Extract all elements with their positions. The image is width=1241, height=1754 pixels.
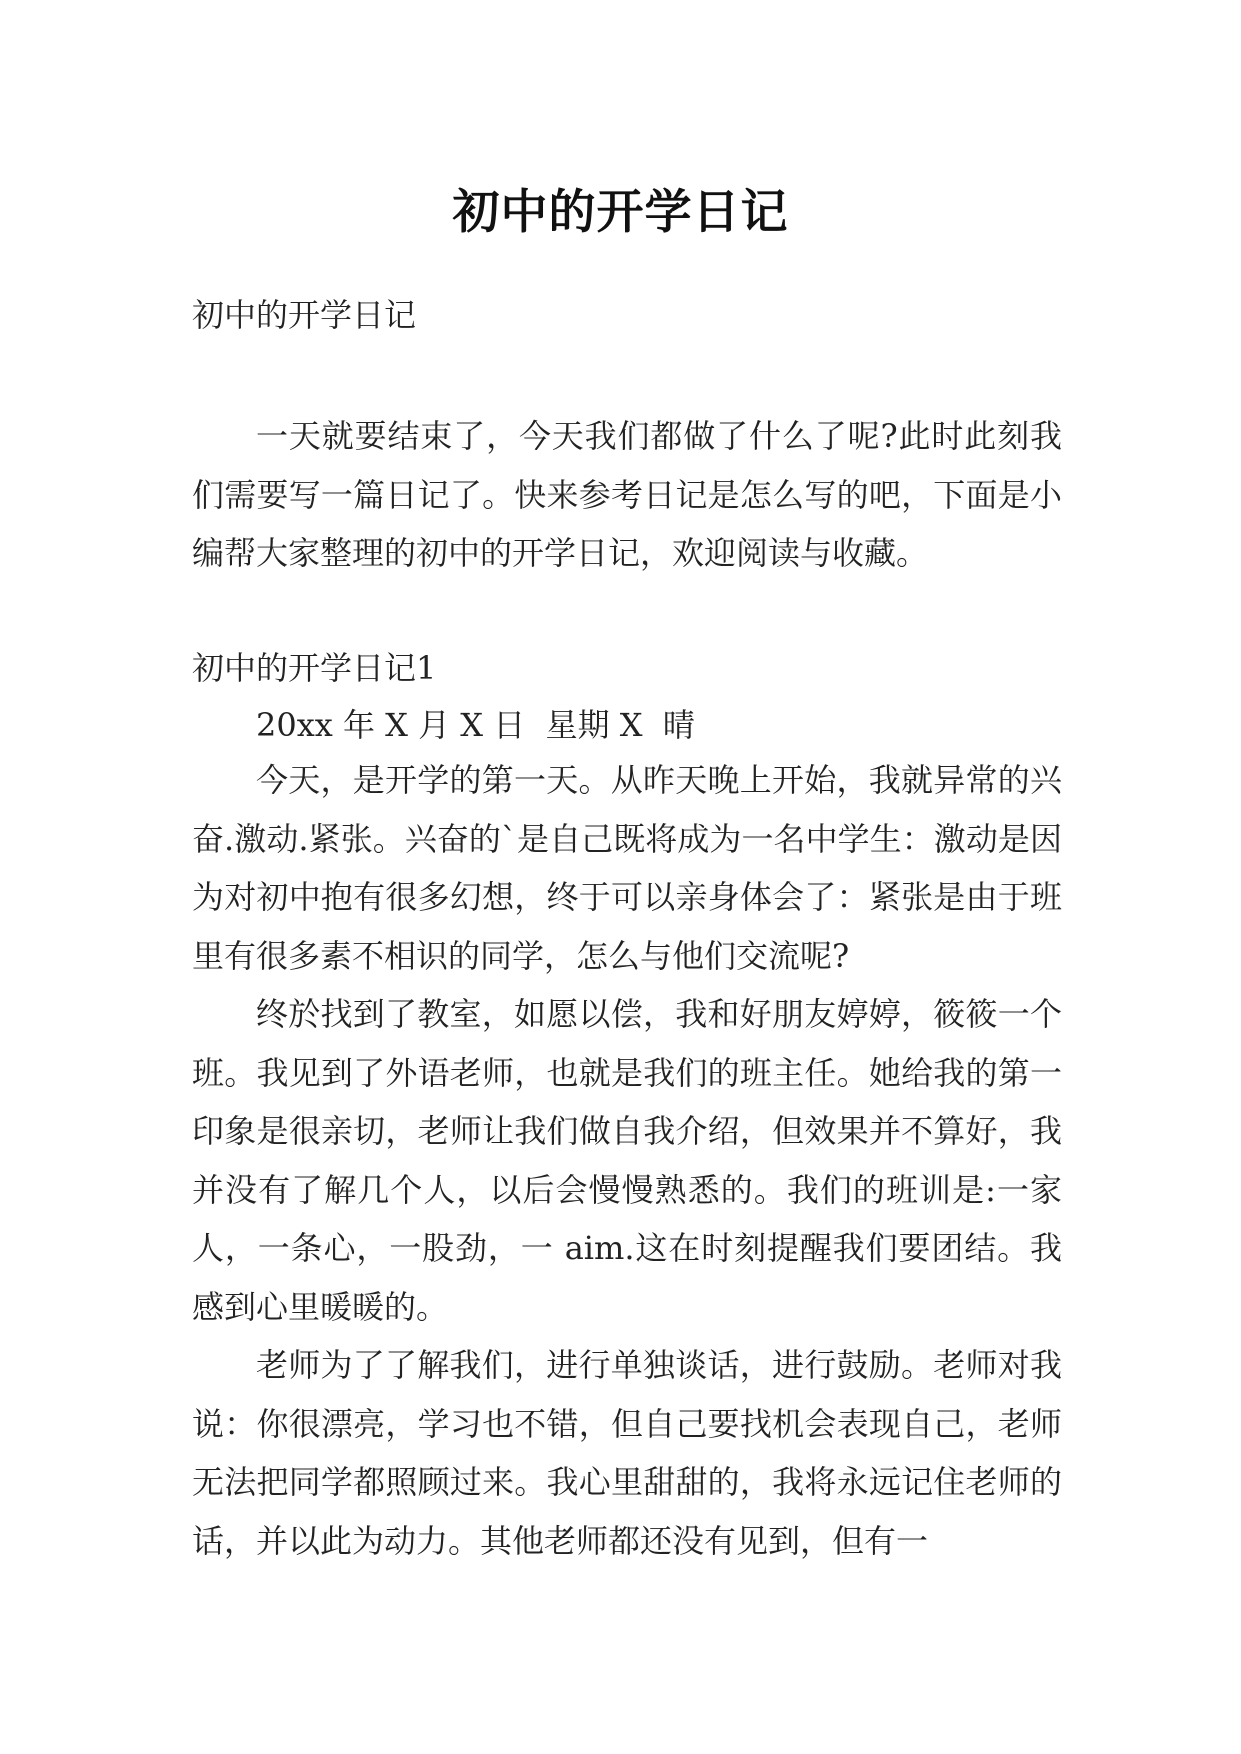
entry-heading: 初中的开学日记1 <box>192 649 437 687</box>
body-paragraph: 终於找到了教室，如愿以偿，我和好朋友婷婷，筱筱一个班。我见到了外语老师，也就是我们的班主任。她给我的第一印象是很亲切，老师让我们做自我介绍，但效果并不算好，我并没有了解几个人，以后会慢慢熟悉的。我们的班训是:一家人，一条心，一股劲，一 aim.这在时刻提醒我们要团结。我感到心里暖暖的。 <box>192 995 1062 1326</box>
intro-paragraph: 一天就要结束了，今天我们都做了什么了呢?此时此刻我们需要写一篇日记了。快来参考日记是怎么写的吧，下面是小编帮大家整理的初中的开学日记，欢迎阅读与收藏。 <box>192 417 1062 572</box>
body-paragraph: 老师为了了解我们，进行单独谈话，进行鼓励。老师对我说：你很漂亮，学习也不错，但自己要找机会表现自己，老师无法把同学都照顾过来。我心里甜甜的，我将永远记住老师的话，并以此为动力。其他老师都还没有见到，但有一 <box>192 1346 1062 1560</box>
document-title: 初中的开学日记 <box>452 185 789 241</box>
document-subtitle: 初中的开学日记 <box>192 296 417 334</box>
body-paragraph: 今天，是开学的第一天。从昨天晚上开始，我就异常的兴奋.激动.紧张。兴奋的`是自己既将成为一名中学生：激动是因为对初中抱有很多幻想，终于可以亲身体会了：紧张是由于班里有很多素不相识的同学，怎么与他们交流呢? <box>192 761 1062 975</box>
entry-date-line: 20xx 年 X 月 X 日 星期 X 晴 <box>256 706 695 744</box>
